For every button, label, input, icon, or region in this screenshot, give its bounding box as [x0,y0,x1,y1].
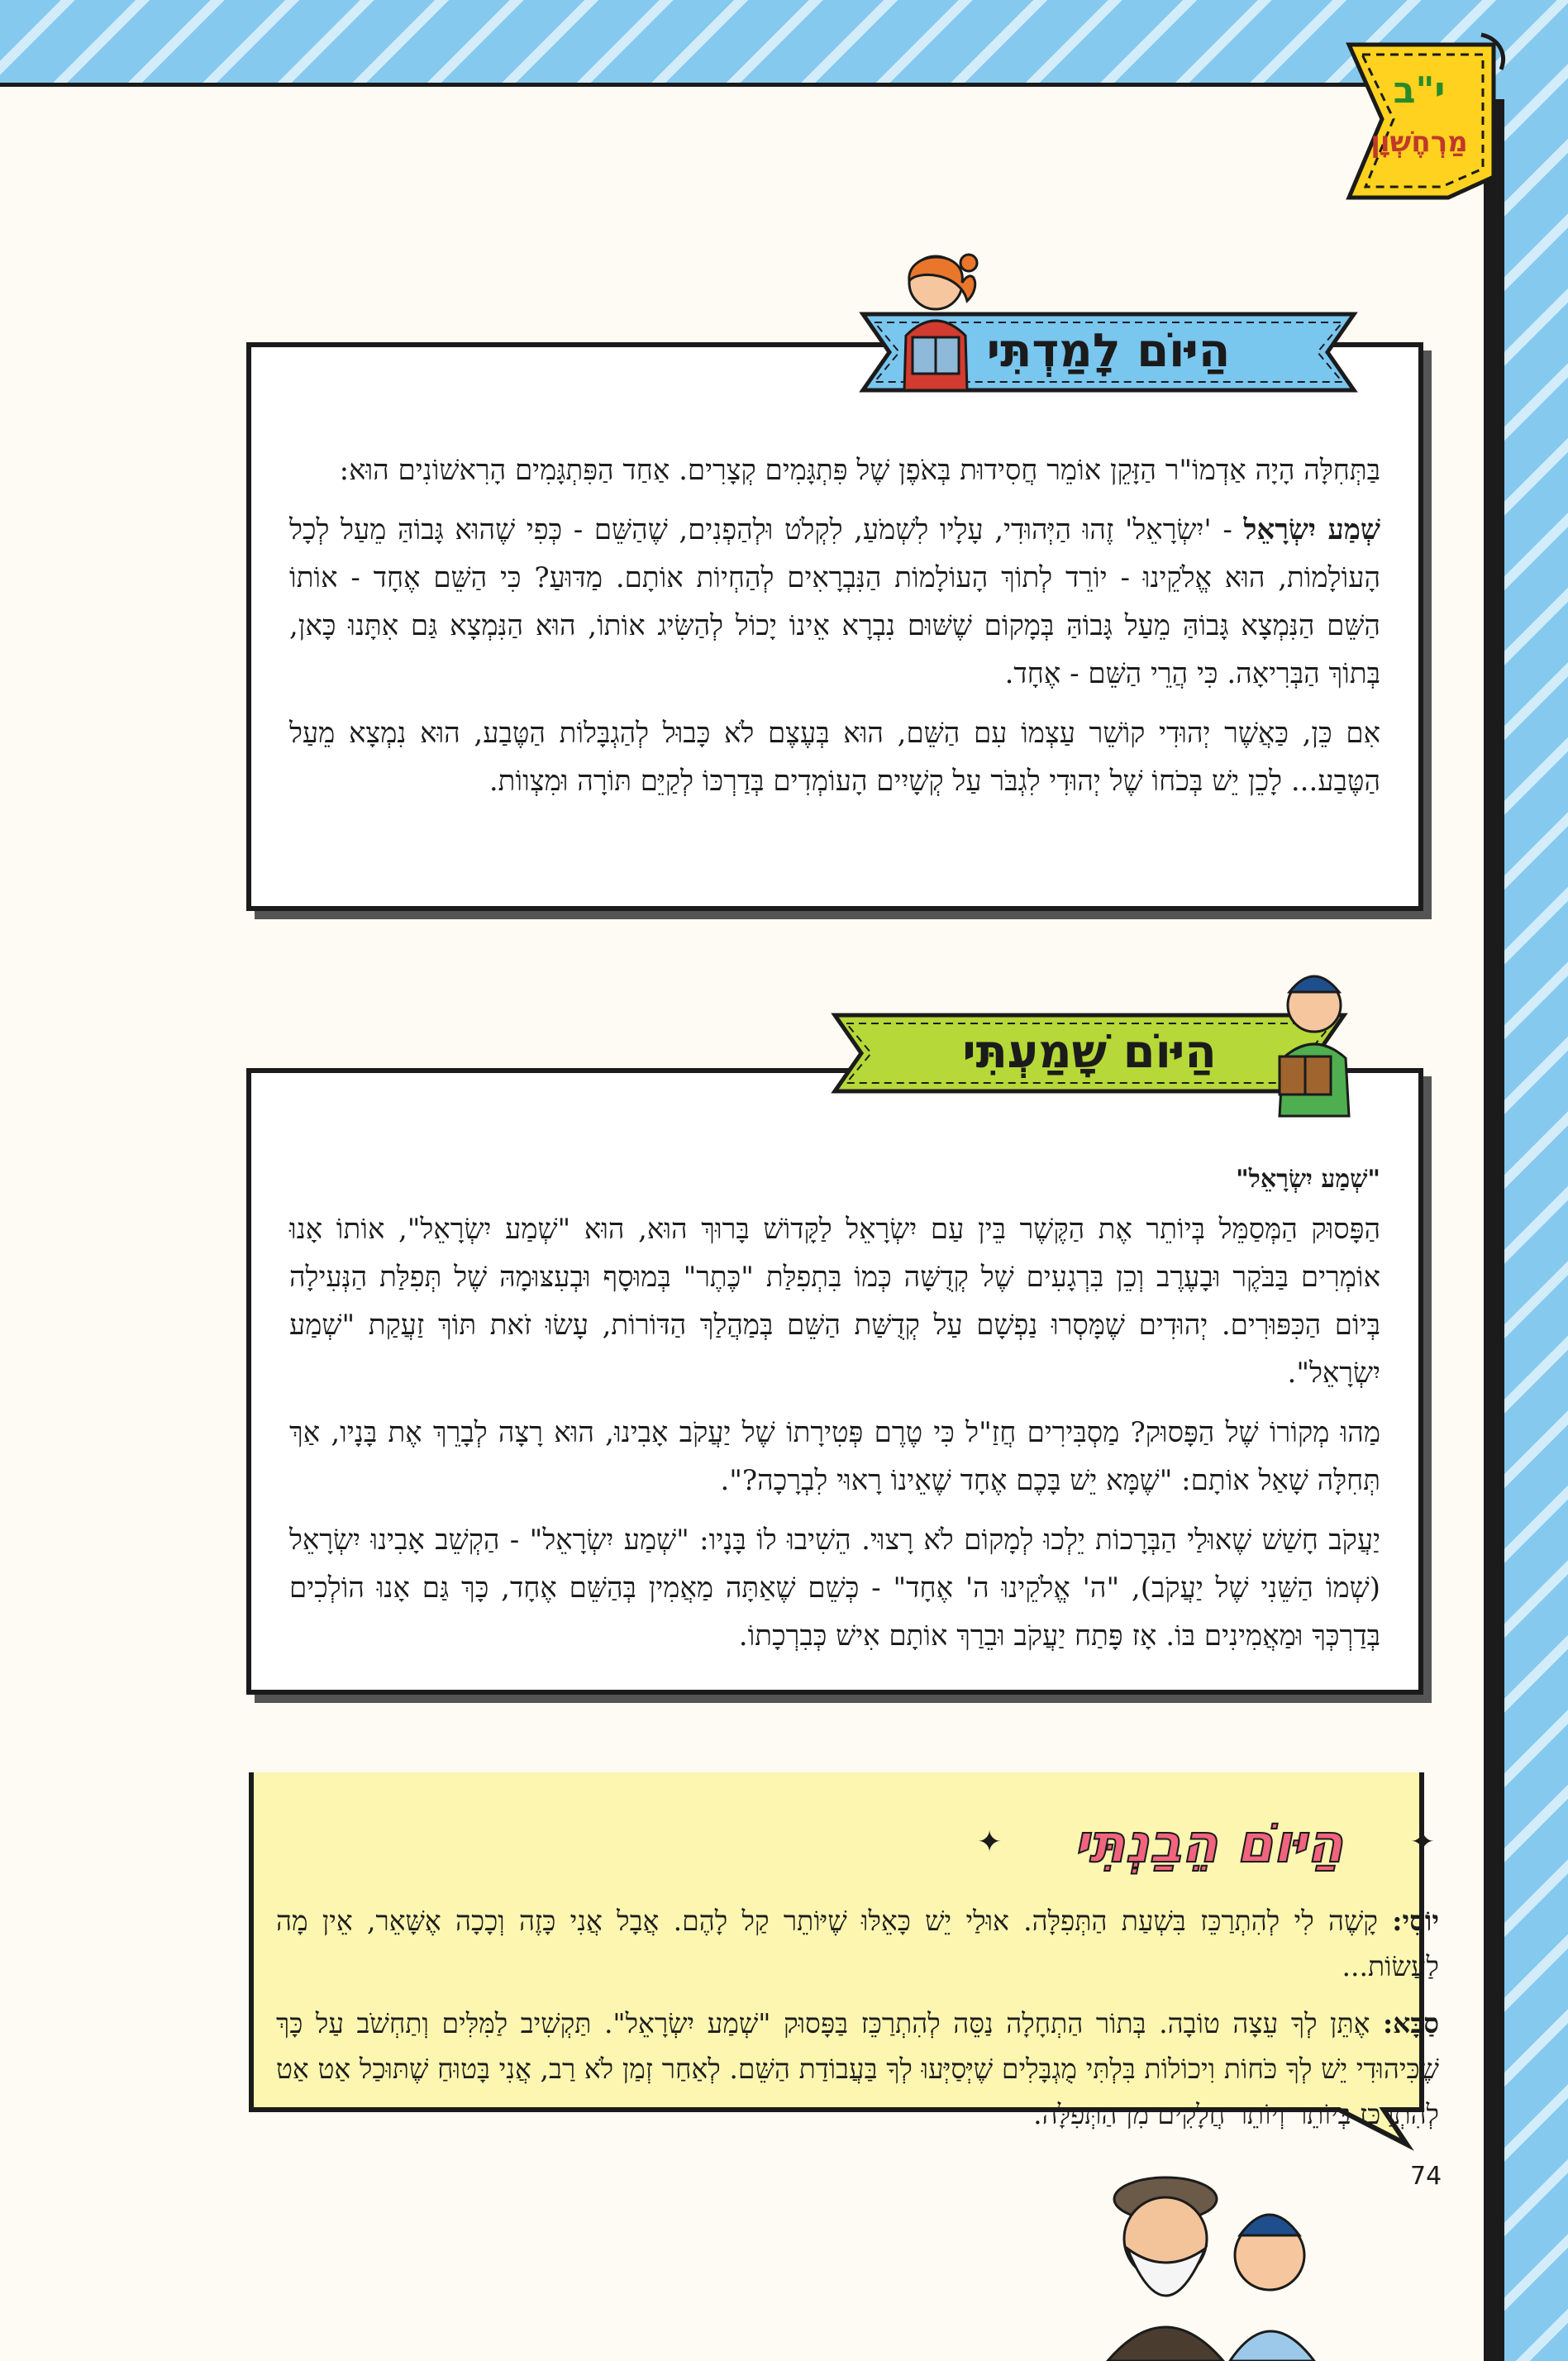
understood-text [276,1898,1439,2149]
heard-text [289,1156,1380,1672]
heard-paragraph-2: מַהוּ מְקוֹרוֹ שֶׁל הַפָּסוּק? מַסְבִּירִים חֲזַ"ל כִּי טֶרֶם פְּטִירָתוֹ שֶׁל יַעֲקֹב אָבִינוּ, הוּא רָצָה לְבָרֵךְ אֶת בָּנָיו, אַךְ תְּחִלָּה שָׁאַל אוֹתָם: "שֶׁמָּא יֵשׁ בָּכֶם אֶחָד שֶׁאֵינוֹ רָאוּי לִבְרָכָה?". [289,1416,1380,1497]
date-ribbon-shape [1332,20,1506,207]
heard-quote-title: "שְׁמַע יִשְׂרָאֵל" [1236,1165,1380,1194]
heard-paragraph-1: הַפָּסוּק הַמְּסַמֵּל בְּיוֹתֵר אֶת הַקֶּשֶׁר בֵּין עַם יִשְׂרָאֵל לַקָּדוֹשׁ בָּרוּךְ הוּא, הוּא "שְׁמַע יִשְׂרָאֵל", אוֹתוֹ אָנוּ אוֹמְרִים בַּבֹּקֶר וּבָעֶרֶב וְכֵן בִּרְגָעִים שֶׁל קְדֻשָּׁה כְּמוֹ בִּתְפִלַּת "כֶּתֶר" בְּמוּסָף וּבְעִצּוּמָהּ שֶׁל תְּפִלַּת הַנְּעִילָה בְּיוֹם הַכִּפּוּרִים. יְהוּדִים שֶׁמָּסְרוּ נַפְשָׁם עַל קְדֻשַּׁת הַשֵּׁם בְּמַהֲלַךְ הַדּוֹרוֹת, עָשׂוּ זֹאת תּוֹךְ זַעֲקַת "שְׁמַע יִשְׂרָאֵל". [289,1213,1380,1390]
dialog-yossi [276,1898,1439,1989]
understood-title: הַיּוֹם הֵבַנְתִּי [1073,1814,1344,1875]
saba-text: אֶתֵּן לְךָ עֵצָה טוֹבָה. בְּתוֹר הַתְחָלָה נַסֵּה לְהִתְרַכֵּז בַּפָּסוּק "שְׁמַע יִשְׂרָאֵל". תַּקְשִׁיב לַמִּלִּים וְתַחְשֹׁב עַל כָּךְ שֶׁכִּיהוּדִי יֵשׁ לְךָ כֹּחוֹת וִיכוֹלוֹת בִּלְתִּי מֻגְבָּלִים שֶׁיְּסַיְּעוּ לְךָ בַּעֲבוֹדַת הַשֵּׁם. לְאַחַר זְמַן לֹא רַב, אֲנִי בָּטוּחַ שֶׁתּוּכַל אַט אַט לְהִתְרַכֵּז בְּיוֹתֵר וְיוֹתֵר חֲלָקִים מִן הַתְּפִלָּה. [276,2007,1439,2130]
girl-reading-illustration [881,245,989,402]
learned-box [246,342,1423,911]
date-day: י"ב [1393,69,1446,112]
learned-paragraph-2 [289,506,1380,698]
learned-text [289,446,1380,817]
learned-paragraph-2-text: - 'יִשְׂרָאֵל' זֶהוּ הַיְּהוּדִי, עָלָיו לִשְׁמֹעַ, לִקְלֹט וּלְהַפְנִים, שֶׁהַשֵּׁם - כְּפִי שֶׁהוּא גָּבוֹהַּ מֵעַל לְכָל הָעוֹלָמוֹת, הוּא אֱלֹקֵינוּ - יוֹרֵד לְתוֹךְ הָעוֹלָמוֹת הַנִּבְרָאִים לְהַחְיוֹת אוֹתָם. מַדּוּעַ? כִּי הַשֵּׁם אֶחָד - אוֹתוֹ הַשֵּׁם הַנִּמְצָא גָּבוֹהַּ מֵעַל גָּבוֹהַּ בְּמָקוֹם שֶׁשּׁוּם נִבְרָא אֵינוֹ יָכוֹל לְהַשִּׂיג אוֹתוֹ, הוּא הַנִּמְצָא גַּם אִתָּנוּ כָּאן, בְּתוֹךְ הַבְּרִיאָה. כִּי הֲרֵי הַשֵּׁם - אֶחָד. [289,513,1380,690]
yossi-label: יוֹסִי: [1392,1905,1439,1937]
grandfather-boy-illustration [1075,2169,1347,2361]
boy-reading-illustration [1250,959,1374,1124]
date-month: מַרְחֶשְׁוָן [1370,126,1468,159]
learned-paragraph-1: בַּתְּחִלָּה הָיָה אַדְמוֹ"ר הַזָּקֵן אוֹמֵר חֲסִידוּת בְּאֹפֶן שֶׁל פִּתְגָּמִים קְצָרִים. אַחַד הַפִּתְגָּמִים הָרִאשׁוֹנִים הוּא: [339,454,1380,487]
heard-box [246,1068,1423,1695]
heard-paragraph-3: יַעֲקֹב חָשַׁשׁ שֶׁאוּלַי הַבְּרָכוֹת יֵלְכוּ לְמָקוֹם לֹא רָצוּי. הֵשִׁיבוּ לוֹ בָּנָיו: "שְׁמַע יִשְׂרָאֵל" - הַקְשֵׁב אָבִינוּ יִשְׂרָאֵל (שְׁמוֹ הַשֵּׁנִי שֶׁל יַעֲקֹב), "ה' אֱלֹקֵינוּ ה' אֶחָד" - כְּשֵׁם שֶׁאַתָּה מַאֲמִין בְּהַשֵּׁם אֶחָד, כָּךְ גַּם אָנוּ הוֹלְכִים בְּדַרְכְּךָ וּמַאֲמִינִים בּוֹ. אָז פָּתַח יַעֲקֹב וּבֵרַךְ אוֹתָם אִישׁ כְּבִרְכָתוֹ. [289,1524,1380,1653]
yossi-text: קָשֶׁה לִי לְהִתְרַכֵּז בִּשְׁעַת הַתְּפִלָּה. אוּלַי יֵשׁ כָּאֵלּוּ שֶׁיּוֹתֵר קַל לָהֶם. אֲבָל אֲנִי כָּזֶה וְכָכָה אֶשָּׁאֵר, אֵין מָה לַעֲשׂוֹת... [276,1905,1439,1982]
understood-sparkle-right: ✦ [1410,1825,1436,1859]
understood-title-wrap [1002,1809,1415,1891]
page-number: 74 [1410,2162,1442,2191]
learned-keyword: שְׁמַע יִשְׂרָאֵל [1243,513,1381,546]
saba-label: סַבָּא: [1382,2007,1439,2039]
date-ribbon [1332,20,1506,207]
learned-paragraph-3: אִם כֵּן, כַּאֲשֶׁר יְהוּדִי קוֹשֵׁר עַצְמוֹ עִם הַשֵּׁם, הוּא בְּעֶצֶם לֹא כָּבוּל לְהַגְבָּלוֹת הַטֶּבַע, הוּא נִמְצָא מֵעַל הַטֶּבַע... לָכֵן יֵשׁ בְּכֹחוֹ שֶׁל יְהוּדִי לִגְבֹּר עַל קְשָׁיִים הָעוֹמְדִים בְּדַרְכּוֹ לְקַיֵּם תּוֹרָה וּמִצְווֹת. [289,717,1380,798]
heard-title: הַיּוֹם שָׁמַעְתִּי [962,1025,1217,1079]
dialog-saba [276,2001,1439,2137]
understood-sparkle-left: ✦ [977,1825,1003,1859]
learned-title: הַיּוֹם לָמַדְתִּי [986,324,1231,378]
